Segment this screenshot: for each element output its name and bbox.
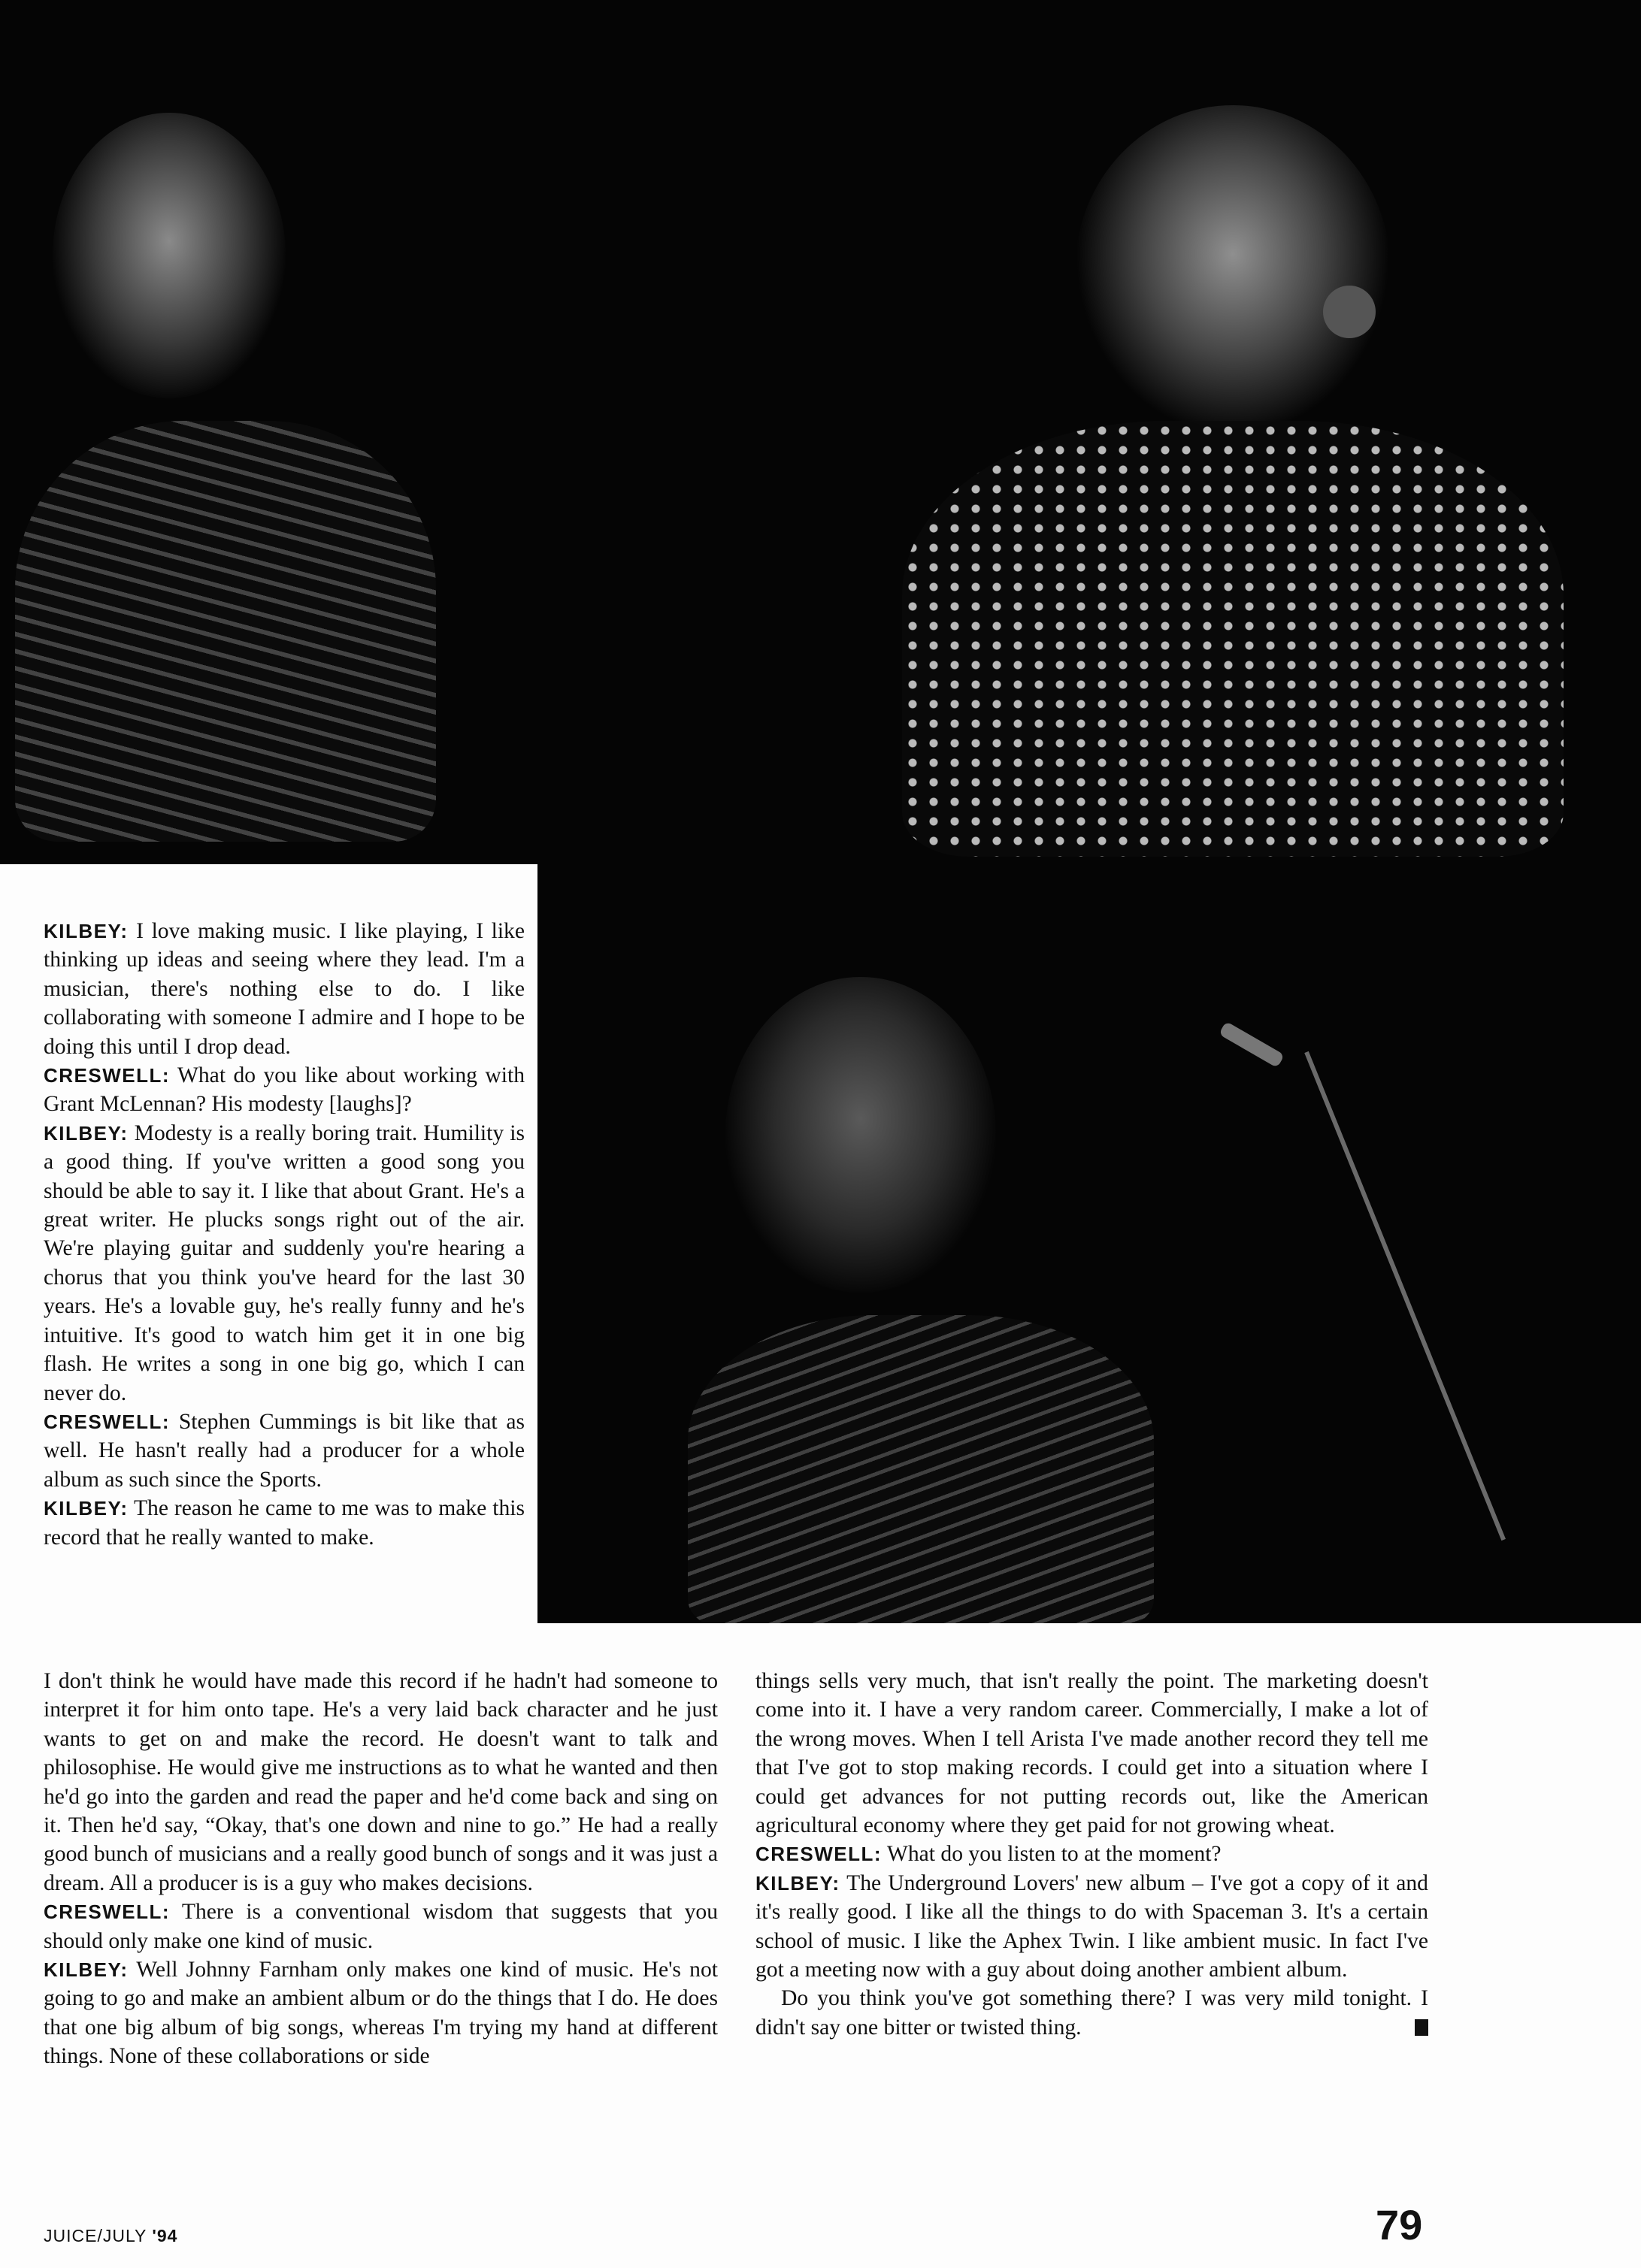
publication-year: '94: [152, 2226, 178, 2245]
paragraph-text: Modesty is a really boring trait. Humility is a good thing. If you've written a good song you should be able to say it. I like that about Grant. He's a great writer. He plucks songs right out of the air. We're playing guitar and suddenly you're hearing a chorus that you think you've heard for the last 30 years. He's a lovable guy, he's really funny and he's intuitive. It's good to watch him get it in one big flash. He writes a song in one big go, which I can never do.: [44, 1120, 525, 1405]
article-paragraph: [755, 1869, 1428, 1985]
bottom-performer-shirt: [688, 1315, 1154, 1623]
paragraph-text: I don't think he would have made this record if he hadn't had someone to interpret it for him onto tape. He's a very laid back character and he just wants to get on and make the record. He doesn't want to talk and philosophise. He would give me instructions as to what he wanted and then he'd go into the garden and read the paper and he'd come back and sing on it. Then he'd say, “Okay, that's one down and nine to go.” He had a really good bunch of musicians and a really good bunch of songs and it was just a dream. All a producer is is a guy who makes decisions.: [44, 1669, 718, 1895]
paragraph-text: What do you like about working with Grant McLennan? His modesty [laughs]?: [44, 1063, 525, 1117]
article-column-1-top: [44, 917, 525, 1552]
paragraph-text: Well Johnny Farnham only makes one kind of music. He's not going to go and make an ambient album or do the things that I do. He does that one big album of big songs, whereas I'm trying my hand at different things. None of these collaborations or side: [44, 1958, 718, 2069]
paragraph-text: There is a conventional wisdom that suggests that you should only make one kind of music.: [44, 1900, 718, 1953]
left-performer-face: [53, 113, 286, 398]
footer-publication: [44, 2226, 177, 2246]
end-mark-icon: [1415, 2019, 1428, 2036]
article-paragraph: [44, 1061, 525, 1119]
right-performer-face: [1075, 105, 1391, 436]
speaker-label: CRESWELL:: [755, 1843, 883, 1866]
concert-photo-collage: [0, 0, 1641, 864]
paragraph-text: Do you think you've got something there? I was very mild tonight. I didn't say one bitter or twisted thing.: [755, 1986, 1428, 2040]
speaker-label: KILBEY:: [44, 1497, 129, 1520]
paragraph-text: things sells very much, that isn't really the point. The marketing doesn't come into it. I have a very random career. Commercially, I make a lot of the wrong moves. When I tell Arista I've made another record they tell me that I've got to stop making records. I could get into a situation where I could get advances for not putting records out, like the American agricultural economy where they get paid for not growing wheat.: [755, 1669, 1428, 1838]
paragraph-text: What do you listen to at the moment?: [886, 1842, 1222, 1867]
article-paragraph: [44, 1667, 718, 1898]
left-performer-shirt: [15, 421, 436, 842]
article-paragraph: [44, 1898, 718, 1955]
bottom-performer-face: [725, 977, 996, 1293]
right-performer-shirt: [902, 421, 1564, 857]
article-paragraph: [44, 1408, 525, 1494]
article-paragraph: [44, 1494, 525, 1552]
paragraph-text: The Underground Lovers' new album – I've got a copy of it and it's really good. I like all the things to do with Spaceman 3. It's a certain school of music. I like the Aphex Twin. I like ambient music. In fact I've got a meeting now with a guy about doing another ambient album.: [755, 1870, 1428, 1982]
speaker-label: KILBEY:: [44, 920, 129, 942]
publication-name: JUICE/JULY: [44, 2226, 147, 2245]
microphone-icon: [1323, 286, 1376, 338]
speaker-label: KILBEY:: [755, 1871, 840, 1895]
article-column-2: [755, 1667, 1428, 2042]
speaker-label: CRESWELL:: [44, 1064, 171, 1087]
article-paragraph: [755, 1984, 1428, 2042]
paragraph-text: Stephen Cummings is bit like that as well. He hasn't really had a producer for a whole album as such since the Sports.: [44, 1409, 525, 1492]
speaker-label: KILBEY:: [44, 1958, 129, 1982]
mic-stand-icon: [1304, 1051, 1506, 1541]
article-paragraph: [755, 1667, 1428, 1840]
article-paragraph: [44, 917, 525, 1061]
article-paragraph: [44, 1119, 525, 1408]
article-paragraph: [755, 1840, 1428, 1868]
concert-photo-bottom: [537, 864, 1641, 1623]
page-number: 79: [1376, 2201, 1423, 2248]
speaker-label: KILBEY:: [44, 1121, 129, 1145]
speaker-label: CRESWELL:: [44, 1410, 171, 1433]
speaker-label: CRESWELL:: [44, 1901, 171, 1924]
article-paragraph: [44, 1955, 718, 2071]
microphone-icon-2: [1219, 1021, 1285, 1068]
article-column-1-bottom: [44, 1667, 718, 2071]
paragraph-text: The reason he came to me was to make this record that he really wanted to make.: [44, 1496, 525, 1550]
paragraph-text: I love making music. I like playing, I like thinking up ideas and seeing where they lead. I'm a musician, there's nothing else to do. I like collaborating with someone I admire and I hope to be doing this until I drop dead.: [44, 919, 525, 1059]
